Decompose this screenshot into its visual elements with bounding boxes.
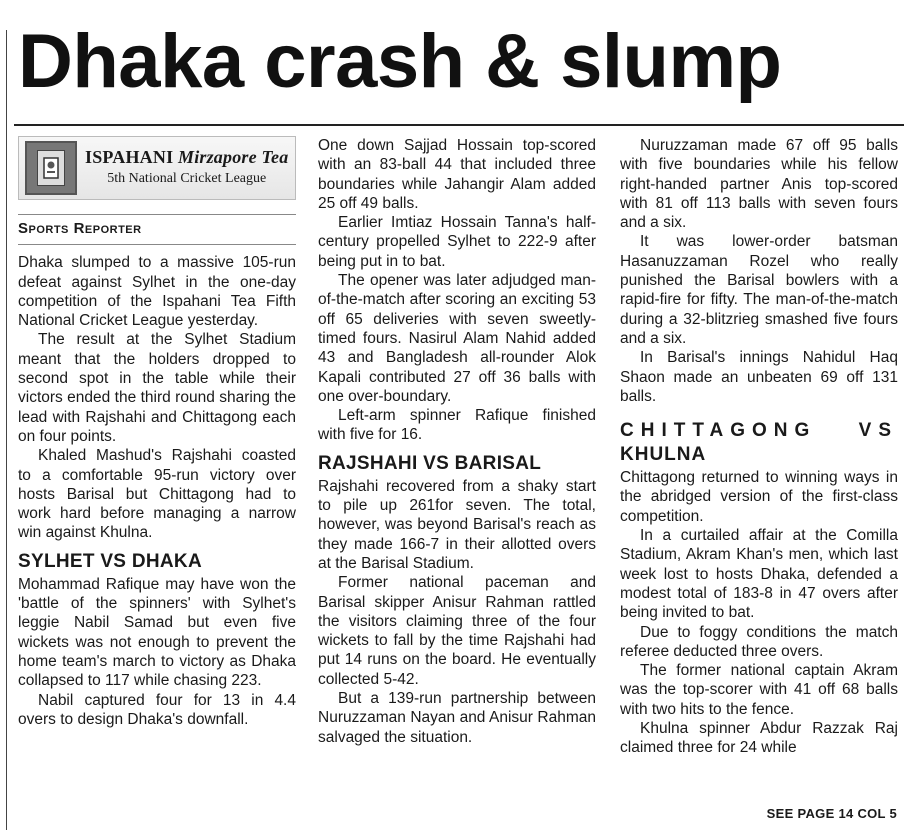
paragraph: In Barisal's innings Nahidul Haq Shaon made an unbeaten 69 off 131 balls.: [620, 349, 898, 405]
paragraph: Dhaka slumped to a massive 105-run defeat against Sylhet in the one-day competition of the Ispahani Tea Fifth National Cricket League yesterday.: [18, 254, 296, 330]
paragraph: Earlier Imtiaz Hossain Tanna's half-century propelled Sylhet to 222-9 after being put in to bat.: [318, 214, 596, 270]
paragraph: Rajshahi recovered from a shaky start to pile up 261for seven. The total, however, was beyond Barisal's reach as they made 166-7 in their allotted overs at the Barisal Stadium.: [318, 477, 596, 572]
column-3: [620, 136, 898, 758]
paragraph: Chittagong returned to winning ways in the abridged version of the first-class competition.: [620, 469, 898, 525]
tea-pack-icon: [25, 141, 77, 195]
paragraph: Due to foggy conditions the match referee deducted three overs.: [620, 623, 898, 660]
subheading-chittagong-vs-khulna-line2: KHULNA: [620, 444, 707, 466]
subheading-chittagong-vs-khulna: CHITTAGONG VS: [620, 420, 898, 442]
sponsor-brand: ISPAHANI Mirzapore Tea: [85, 146, 289, 167]
subheading-rajshahi-vs-barisal: RAJSHAHI VS BARISAL: [318, 452, 542, 474]
continuation-note: SEE PAGE 14 COL 5: [766, 806, 897, 821]
paragraph: The result at the Sylhet Stadium meant that the holders dropped to second spot in the table while their victors ended the third round sharing the lead with Rajshahi and Chittagong each on four points.: [18, 331, 296, 445]
paragraph: Nabil captured four for 13 in 4.4 overs to design Dhaka's downfall.: [18, 691, 296, 728]
paragraph: Mohammad Rafique may have won the 'battle of the spinners' with Sylhet's leggie Nabil Samad but even five wickets was not enough to prevent the home team's march to victory as Dhaka collapsed to 117 while chasing 223.: [18, 575, 296, 690]
paragraph: The former national captain Akram was the top-scorer with 41 off 68 balls with two hits to the fence.: [620, 662, 898, 718]
paragraph: It was lower-order batsman Hasanuzzaman Rozel who really punished the Barisal bowlers with a rapid-fire for fifty. The man-of-the-match during a 32-blitzrieg smashed five fours and a six.: [620, 233, 898, 347]
paragraph: Left-arm spinner Rafique finished with five for 16.: [318, 407, 596, 444]
sponsor-subtitle: 5th National Cricket League: [107, 171, 267, 186]
paragraph: In a curtailed affair at the Comilla Stadium, Akram Khan's men, which last week lost to hosts Dhaka, defended a modest total of 183-8 in 47 overs after being invited to bat.: [620, 527, 898, 622]
byline: Sports Reporter: [18, 214, 296, 245]
paragraph: One down Sajjad Hossain top-scored with an 83-ball 44 that included three boundaries while Jahangir Alam added 25 off 49 balls.: [318, 137, 596, 212]
sponsor-banner: [18, 136, 296, 200]
headline: Dhaka crash & slump: [18, 19, 782, 104]
paragraph: Former national paceman and Barisal skipper Anisur Rahman rattled the visitors claiming three of the four wickets to fall by the time Rajshahi had put 14 runs on the board. He eventually collected 5-42.: [318, 574, 596, 688]
column-1: [18, 136, 296, 729]
left-column-rule: [6, 30, 7, 830]
paragraph: The opener was later adjudged man-of-the-match after scoring an exciting 53 off 65 deliveries with seven sweetly-timed fours. Nasirul Alam Nahid added 43 and Bangladesh all-rounder Alok Kapali contributed 27 off 36 balls with one over-boundary.: [318, 272, 596, 405]
headline-rule: [14, 124, 904, 126]
paragraph: But a 139-run partnership between Nuruzzaman Nayan and Anisur Rahman salvaged the situation.: [318, 690, 596, 746]
column-2: [318, 136, 596, 747]
subheading-sylhet-vs-dhaka: SYLHET VS DHAKA: [18, 550, 202, 572]
paragraph: Nuruzzaman made 67 off 95 balls with five boundaries while his fellow right-handed partner Anis top-scored with 81 off 113 balls with seven fours and a six.: [620, 137, 898, 232]
paragraph: Khulna spinner Abdur Razzak Raj claimed three for 24 while: [620, 720, 898, 757]
paragraph: Khaled Mashud's Rajshahi coasted to a comfortable 95-run victory over hosts Barisal but Chittagong had to work hard before managing a narrow win against Khulna.: [18, 447, 296, 542]
